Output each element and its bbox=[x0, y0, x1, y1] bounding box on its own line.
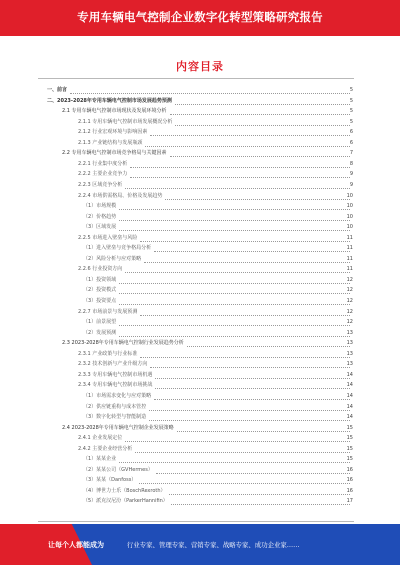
toc-leader-dots bbox=[171, 495, 350, 505]
toc-leader-dots bbox=[165, 190, 350, 200]
toc-entry-label: 2.4.2 主要企业经营分析 bbox=[78, 445, 133, 452]
toc-entry-label: （3）某某（Danfoss） bbox=[83, 477, 137, 484]
toc-leader-dots bbox=[130, 158, 350, 168]
toc-leader-dots bbox=[187, 337, 350, 347]
toc-entry-label: 2.3.3 专用车辆电气控制市场机遇 bbox=[78, 371, 153, 378]
toc-entry-label: 2.2.1 行业集中度分析 bbox=[78, 160, 128, 167]
toc-entry-label: （5）派克汉尼汾（ParkerHannifin） bbox=[83, 498, 168, 505]
toc-entry[interactable] bbox=[0, 497, 400, 506]
toc-leader-dots bbox=[175, 95, 350, 105]
toc-leader-dots bbox=[70, 84, 350, 94]
toc-leader-dots bbox=[140, 232, 350, 242]
toc-leader-dots bbox=[119, 211, 350, 221]
toc-page-number: 11 bbox=[346, 234, 353, 241]
toc-leader-dots bbox=[145, 137, 350, 147]
toc-leader-dots bbox=[119, 295, 350, 305]
toc-page-number: 6 bbox=[349, 129, 353, 136]
toc-leader-dots bbox=[177, 422, 350, 432]
toc-leader-dots bbox=[140, 306, 350, 316]
toc-leader-dots bbox=[140, 348, 350, 358]
toc-entry-label: 2.1 专用车辆电气控制市场现状及发展环境分析 bbox=[62, 108, 167, 115]
toc-bottom-divider bbox=[38, 521, 354, 522]
toc-entry-label: （3）数字化转型与智能制造 bbox=[83, 414, 147, 421]
toc-page-number: 9 bbox=[349, 181, 353, 188]
toc-page-number: 6 bbox=[349, 139, 353, 146]
toc-leader-dots bbox=[125, 263, 350, 273]
toc-page-number: 14 bbox=[346, 371, 353, 378]
toc-entry-label: 2.2.7 市场前景与发展预测 bbox=[78, 308, 138, 315]
toc-page-number: 16 bbox=[346, 477, 353, 484]
toc-heading: 内容目录 bbox=[176, 60, 224, 73]
toc-page-number: 14 bbox=[346, 403, 353, 410]
toc-page-number: 10 bbox=[346, 192, 353, 199]
toc-entry-label: 2.2 专用车辆电气控制市场竞争格局与关键因素 bbox=[62, 150, 167, 157]
toc-page-number: 12 bbox=[346, 276, 353, 283]
toc-page-number: 7 bbox=[349, 150, 353, 157]
toc-page-number: 11 bbox=[346, 255, 353, 262]
toc-entry-label: （2）风险分析与应对策略 bbox=[83, 255, 142, 262]
toc-entry-label: （4）博世力士乐（BoschRexroth） bbox=[83, 487, 166, 494]
toc-leader-dots bbox=[119, 284, 350, 294]
toc-page-number: 12 bbox=[346, 308, 353, 315]
toc-page-number: 15 bbox=[346, 424, 353, 431]
toc-leader-dots bbox=[119, 316, 350, 326]
toc-page-number: 5 bbox=[349, 118, 353, 125]
toc-entry-label: （3）投资要点 bbox=[83, 298, 117, 304]
toc-leader-dots bbox=[119, 200, 350, 210]
toc-entry-label: 2.3.4 专用车辆电气控制市场挑战 bbox=[78, 382, 153, 389]
toc-leader-dots bbox=[125, 179, 350, 189]
toc-page-number: 10 bbox=[346, 203, 353, 210]
toc-entry-label: （2）某某公司（GVHermes） bbox=[83, 466, 153, 473]
toc-entry-label: 2.2.3 区域竞争分析 bbox=[78, 181, 123, 188]
toc-page-number: 5 bbox=[349, 87, 353, 93]
toc-page-number: 14 bbox=[346, 392, 353, 399]
toc-page-number: 10 bbox=[346, 213, 353, 220]
toc-leader-dots bbox=[144, 253, 350, 263]
toc-page-number: 15 bbox=[346, 435, 353, 442]
toc-leader-dots bbox=[175, 116, 350, 126]
toc-leader-dots bbox=[139, 474, 350, 484]
toc-page-number: 13 bbox=[346, 340, 353, 347]
toc-page-number: 13 bbox=[346, 329, 353, 336]
toc-entry-label: 2.3 2023-2028年专用车辆电气控制行业发展趋势分析 bbox=[62, 340, 184, 347]
footer-banner bbox=[0, 524, 400, 565]
toc-page-number: 5 bbox=[349, 108, 353, 115]
toc-entry-label: 2.2.2 主要企业竞争力 bbox=[78, 171, 128, 178]
toc-page-number: 9 bbox=[349, 171, 353, 178]
toc-entry-label: （2）价格趋势 bbox=[83, 213, 117, 220]
toc-leader-dots bbox=[119, 221, 350, 231]
toc-leader-dots bbox=[170, 105, 350, 115]
toc-entry-label: （1）某某企业 bbox=[83, 456, 117, 463]
toc-entry-label: 2.4.1 企业发展定位 bbox=[78, 435, 123, 442]
toc-leader-dots bbox=[119, 274, 350, 284]
footer-tagline: 行业专家、管理专家、营销专家、战略专家、成功企业家…… bbox=[127, 541, 300, 549]
toc-leader-dots bbox=[169, 485, 350, 495]
toc-entry-label: （1）前景展望 bbox=[83, 319, 117, 326]
toc-page-number: 13 bbox=[346, 361, 353, 368]
footer-slogan: 让每个人都能成为 bbox=[48, 541, 104, 549]
toc-leader-dots bbox=[135, 443, 350, 453]
toc-entry-label: 2.2.6 行业投资方向 bbox=[78, 266, 123, 273]
toc-page-number: 14 bbox=[346, 382, 353, 389]
toc-entry-label: 2.1.1 专用车辆电气控制市场发展概况分析 bbox=[78, 118, 173, 125]
toc-page-number: 11 bbox=[346, 245, 353, 252]
toc-entry-label: 2.3.2 技术创新与产业升级方向 bbox=[78, 361, 148, 368]
toc-leader-dots bbox=[156, 464, 350, 474]
toc-page-number: 17 bbox=[346, 498, 353, 505]
toc-leader-dots bbox=[150, 126, 350, 136]
toc-page-number: 12 bbox=[346, 298, 353, 304]
toc-page-number: 13 bbox=[346, 350, 353, 357]
toc-page-number: 16 bbox=[346, 466, 353, 473]
toc-entry-label: （3）区域发展 bbox=[83, 224, 117, 231]
toc-entry-label: 2.1.3 产业链结构与发展瓶颈 bbox=[78, 139, 143, 146]
toc-entry-label: （1）进入壁垒与竞争格局分析 bbox=[83, 245, 152, 252]
toc-entry-label: （2）供应链重构与成本管控 bbox=[83, 403, 147, 410]
toc-leader-dots bbox=[149, 411, 350, 421]
toc-leader-dots bbox=[119, 327, 350, 337]
toc-leader-dots bbox=[155, 369, 350, 379]
toc-page-number: 16 bbox=[346, 487, 353, 494]
toc-entry-label: 2.4 2023-2028年专用车辆电气控制企业发展策略 bbox=[62, 424, 174, 431]
toc-page-number: 5 bbox=[349, 97, 353, 104]
toc-entry-label: 一、前言 bbox=[47, 87, 68, 93]
toc-leader-dots bbox=[154, 242, 350, 252]
toc-page-number: 11 bbox=[346, 266, 353, 273]
toc-entry-label: （2）发展预测 bbox=[83, 329, 117, 336]
toc-entry-label: 2.2.4 市场供需格局、价格及发展趋势 bbox=[78, 192, 163, 199]
toc-page-number: 10 bbox=[346, 224, 353, 231]
toc-entry-label: 2.2.5 市场进入壁垒与风险 bbox=[78, 234, 138, 241]
toc-leader-dots bbox=[170, 147, 350, 157]
toc-leader-dots bbox=[130, 168, 350, 178]
toc-page-number: 12 bbox=[346, 319, 353, 326]
toc-leader-dots bbox=[125, 432, 350, 442]
toc-page-number: 15 bbox=[346, 456, 353, 463]
toc-leader-dots bbox=[155, 379, 350, 389]
toc-page-number: 8 bbox=[349, 160, 353, 167]
toc-page-number: 12 bbox=[346, 287, 353, 294]
toc-entry-label: 2.1.2 行业宏观环境与影响因素 bbox=[78, 129, 148, 136]
toc-leader-dots bbox=[154, 390, 350, 400]
toc-entry-label: （1）市场需求变化与应对策略 bbox=[83, 392, 152, 399]
toc-page-number: 15 bbox=[346, 445, 353, 452]
toc-entry-label: 2.3.1 产业政策与行业标准 bbox=[78, 350, 138, 357]
toc-entry-label: （2）投资模式 bbox=[83, 287, 117, 294]
report-title: 专用车辆电气控制企业数字化转型策略研究报告 bbox=[77, 10, 323, 24]
toc-page-number: 14 bbox=[346, 414, 353, 421]
toc-entry-label: （1）投资领域 bbox=[83, 276, 117, 283]
toc-entry-label: 二、2023-2028年专用车辆电气控制市场发展趋势预测 bbox=[47, 97, 172, 104]
toc-leader-dots bbox=[150, 358, 350, 368]
toc-leader-dots bbox=[149, 401, 350, 411]
toc-entry-label: （1）市场规模 bbox=[83, 203, 117, 210]
toc-leader-dots bbox=[119, 453, 350, 463]
